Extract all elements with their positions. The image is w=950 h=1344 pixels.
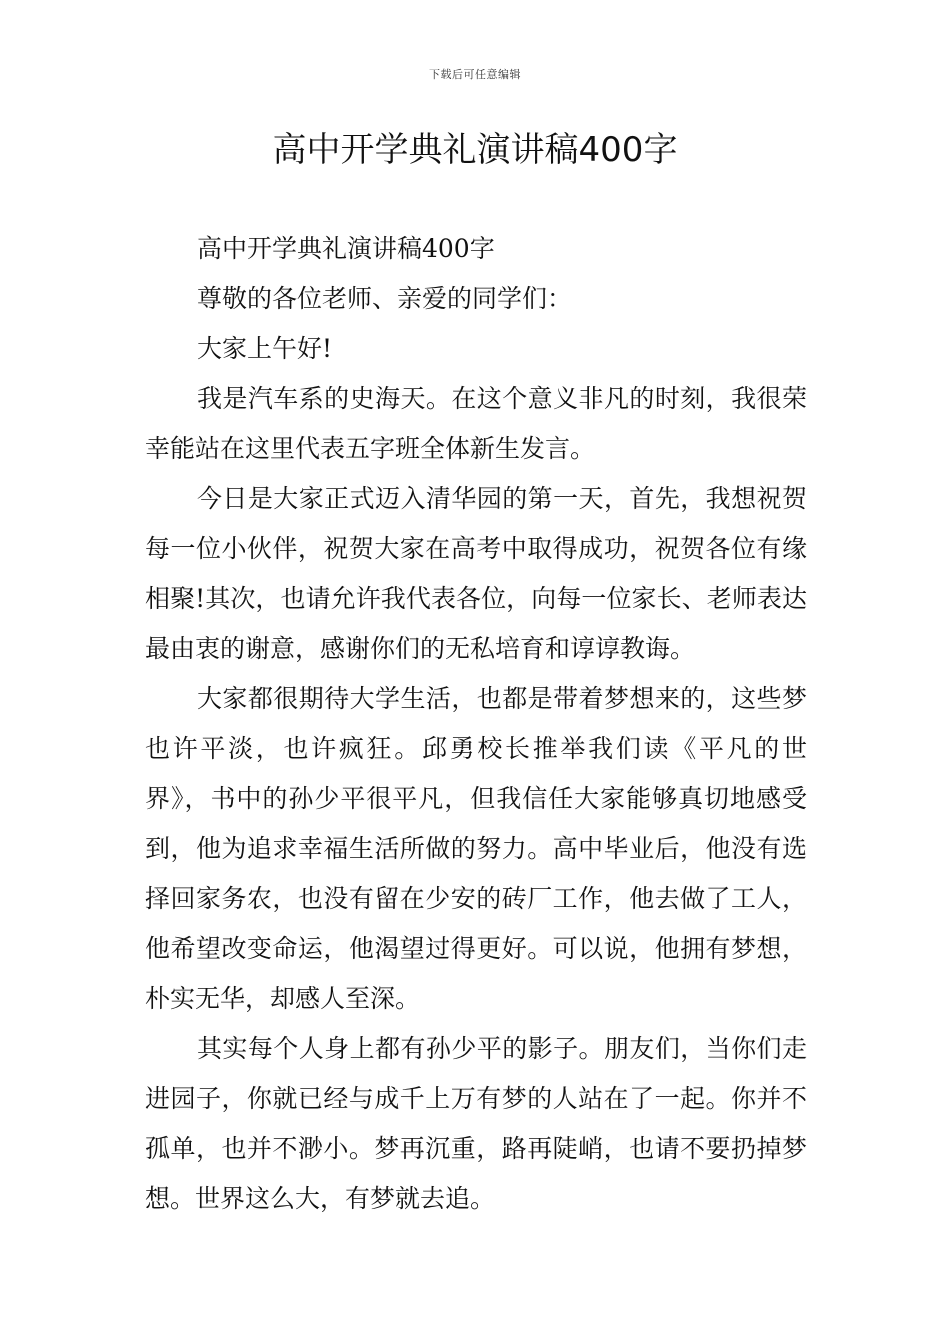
paragraph-introduction: 我是汽车系的史海天。在这个意义非凡的时刻，我很荣幸能站在这里代表五字班全体新生发言。 [145, 384, 807, 463]
paragraph-greeting: 大家上午好! [197, 334, 333, 363]
paragraph-closing: 其实每个人身上都有孙少平的影子。朋友们，当你们走进园子，你就已经与成千上万有梦的人站在了一起。你并不孤单，也并不渺小。梦再沉重，路再陡峭，也请不要扔掉梦想。世界这么大，有梦就去追。 [145, 1034, 807, 1213]
document-title: 高中开学典礼演讲稿400字 [272, 130, 678, 170]
paragraph-salutation: 尊敬的各位老师、亲爱的同学们： [197, 284, 573, 313]
paragraph-dreams: 大家都很期待大学生活，也都是带着梦想来的，这些梦也许平淡，也许疯狂。邱勇校长推举我们读《平凡的世界》，书中的孙少平很平凡，但我信任大家能够真切地感受到，他为追求幸福生活所做的努力。高中毕业后，他没有选择回家务农，也没有留在少安的砖厂工作，他去做了工人，他希望改变命运，他渴望过得更好。可以说，他拥有梦想，朴实无华，却感人至深。 [145, 684, 807, 1013]
header-note: 下载后可任意编辑 [429, 68, 521, 81]
paragraph-congratulations: 今日是大家正式迈入清华园的第一天，首先，我想祝贺每一位小伙伴，祝贺大家在高考中取得成功，祝贺各位有缘相聚!其次，也请允许我代表各位，向每一位家长、老师表达最由衷的谢意，感谢你们的无私培育和谆谆教诲。 [145, 484, 807, 663]
document-body [145, 224, 807, 1224]
paragraph-subtitle: 高中开学典礼演讲稿400字 [197, 234, 495, 263]
